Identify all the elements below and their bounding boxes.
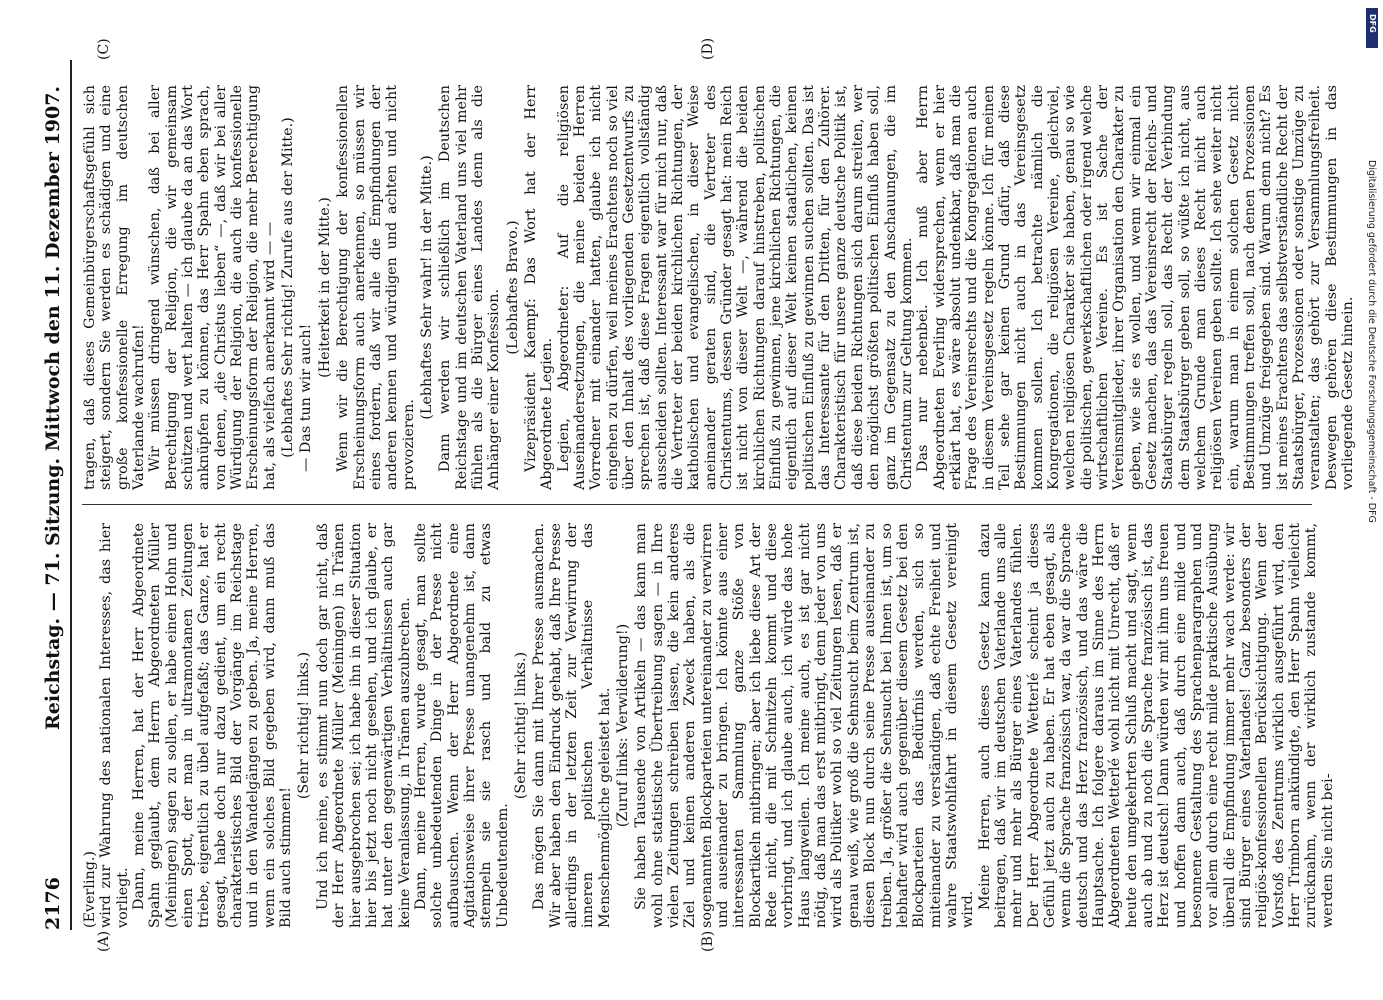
paragraph: Meine Herren, auch dieses Gesetz kann dazu beitragen, daß wir im deutschen Vaterlande uns alle mehr und mehr als Bürger eines Vaterlandes fühlen. Der Herr Abgeordnete Wetterlé scheint ja dieses Gefühl jetzt auch zu haben. Er hat eben gesagt, als wenn die Sprache französisch war, da war die Sprache deutsch und das Herz französisch, und das wäre die Hauptsache. Ich folgere daraus im Sinne des Herrn Abgeordneten Wetterlé wohl nicht mit Unrecht, daß er heute den umgekehrten Schluß macht und sagt, wenn auch ab und zu noch die Sprache französisch ist, das Herz ist deutsch! Dann würden wir mit ihm uns freuen und hoffen dann auch, daß durch eine milde und besonnene Gestaltung des Sprachenparagraphen und vor allem durch eine recht milde praktische Ausübung überall die Empfindung immer mehr wach werde: wir sind Bürger eines Vaterlandes! Ganz besonders der religiös-konfessionellen Berücksichtigung. Wenn der Vorstoß des Zentrums wirklich ausgeführt wird, den Herr Trimborn ankündigte, den Herr Spahn vielleicht zurücknahm, wenn der wirklich zustande kommt, werden Sie nicht bei- bbox=[976, 523, 1336, 928]
page-number: 2176 bbox=[42, 877, 64, 930]
interjection: (Lebhaftes Sehr wahr! in der Mitte.) bbox=[418, 155, 435, 420]
speaker-tag: (Everling.) bbox=[82, 850, 98, 928]
interjection: (Lebhaftes Bravo.) bbox=[504, 220, 521, 355]
session-title: Reichstag. — 71. Sitzung. Mittwoch den 11. Dezember 1907. bbox=[42, 85, 64, 730]
paragraph: Dann werden wir schließlich im Deutschen Reichstage und im deutschen Vaterland uns viel mehr fühlen als die Bürger eines Landes denn als die Anhänger einer Konfession. bbox=[437, 85, 503, 490]
interjection: (Heiterkeit in der Mitte.) bbox=[316, 197, 333, 378]
paragraph: Dann, meine Herren, hat der Herr Abgeordnete Spahn geglaubt, dem Herrn Abgeordneten Müller (Meiningen) sagen zu sollen, er habe einen Hohn und einen Spott, der man in ultramontanen Zeitungen triebe, eigentlich zu übel aufgefaßt; das Ganze, hat er gesagt, habe doch nur dazu gedient, um ein recht charakteristisches Bild der Vorgänge im Reichstage und in den Wandelgängen zu geben. Ja, meine Herren, wenn ein solches Bild gegeben wird, dann muß das Bild auch stimmen! bbox=[131, 523, 295, 928]
paragraph: tragen, daß dieses Gemeinbürgerschaftsgefühl sich steigert, sondern Sie werden es schädigen und eine große konfessionelle Erregung im deutschen Vaterlande wachrufen! bbox=[82, 85, 148, 490]
column-divider bbox=[82, 504, 1312, 505]
digitization-credit bbox=[1361, 160, 1379, 960]
paragraph: Dann, meine Herren, wurde gesagt, man sollte solche unbedeutenden Dinge in der Presse nicht aufbauschen. Wenn der Herr Abgeordnete eine Agitationsweise ihrer Presse unangenehm ist, dann stempeln sie sie rasch und bald zu etwas Unbedeutendem. bbox=[412, 523, 511, 928]
margin-marker-b: (B) bbox=[700, 930, 716, 952]
paragraph: Und ich meine, es stimmt nun doch gar nicht, daß der Herr Abgeordnete Müller (Meiningen) in Tränen hier ausgebrochen sei; ich habe ihn in dieser Situation hier bis jetzt noch nicht gesehen, und ich glaube, er hat unter den gegenwärtigen Verhältnissen auch gar keine Veranlassung, in Tränen auszubrechen. bbox=[314, 523, 413, 928]
dfg-logo: DFG bbox=[1366, 8, 1378, 48]
interjection: (Zuruf links: Verwilderung!) bbox=[615, 623, 631, 828]
interjection: (Sehr richtig! links.) bbox=[296, 651, 313, 800]
paragraph: Wenn wir die Berechtigung der konfessionellen Erscheinungsform auch anerkennen, so müssen wir eines fordern, daß wir alle die Empfindungen der anderen kennen und würdigen und achten und nicht provozieren. bbox=[335, 85, 417, 490]
paragraph: — Das tun wir auch! bbox=[298, 323, 315, 472]
page-header bbox=[30, 60, 72, 930]
margin-marker-d: (D) bbox=[700, 37, 716, 60]
margin-marker-c: (C) bbox=[96, 38, 112, 60]
paragraph: Wir müssen dringend wünschen, daß bei aller Berechtigung der Religion, die wir gemeinsam schützen und wert halten — ich glaube da an das Wort anknüpfen zu können, das Herr Spahn eben sprach, von denen, „die Christus lieben“ —, daß wir bei aller Würdigung der Religion, die auch die konfessionelle Erscheinungsform der Religion, die mehr Berechtigung hat, als vielfach anerkannt wird — — bbox=[147, 85, 278, 490]
paragraph: Sie haben Tausende von Artikeln — das kann man wohl ohne statistische Übertreibung sagen — in Ihre vielen Zeitungen schreiben lassen, die kein anderes Ziel und keinen anderen Zweck haben, als die sogenannten Blockparteien untereinander zu verwirren und auseinander zu bringen. Ich könnte aus einer interessanten Sammlung ganze Stöße von Blockartikeln mitbringen; aber ich liebe diese Art der Rede nicht, die mit Schnitzeln kommt und diese vorbringt, und ich glaube auch, ich würde das hohe Haus langweilen. Ich meine auch, es ist gar nicht nötig, daß man das erst mitbringt, denn jeder von uns wird als Politiker wohl so viel Zeitungen lesen, daß er genau weiß, wie groß die Sehnsucht beim Zentrum ist, diesen Block nun durch seine Presse auseinander zu treiben. Ja, größer die Sehnsucht bei Ihnen ist, um so lebhafter wird auch gegenüber diesem Gesetz bei den Blockparteien das Bedürfnis werden, sich so miteinander zu verständigen, daß echte Freiheit und wahre Staatswohlfahrt in diesem Gesetz vereinigt wird. bbox=[633, 523, 977, 928]
speaker-announcement: Vizepräsident Kaempf: Das Wort hat der Herr Abgeordnete Legien. bbox=[522, 85, 556, 490]
paragraph: Das nur nebenbei. Ich muß aber Herrn Abgeordneten Everling widersprechen, wenn er hier erklärt hat, es wäre absolut undenkbar, daß man die Frage des Vereinsrechts und die Kongregationen auch in diesem Vereinsgesetz regeln könne. Ich für meinen Teil sehe gar keinen Grund dafür, daß diese Bestimmungen nicht auch in das Vereinsgesetz kommen sollen. Ich betrachte nämlich die Kongregationen, die religiösen Vereine, gleichviel, welchen religiösen Charakter sie haben, genau so wie die politischen, gewerkschaftlichen oder irgend welche wirtschaftlichen Vereine. Es ist Sache der Vereinsmitglieder, ihrer Organisation den Charakter zu geben, wie sie es wollen, und wenn wir einmal ein Gesetz machen, das das Vereinsrecht der Reichs- und Staatsbürger regeln soll, das Recht der Verbindung dem Staatsbürger geben soll, so wüßte ich nicht, aus welchem Grunde man dieses Recht nicht auch religiösen Vereinen geben sollte. Ich sehe weiter nicht ein, warum man in einem solchen Gesetz nicht Bestimmungen treffen soll, nach denen Prozessionen und Umzüge freigegeben sind. Warum denn nicht? Es ist meines Erachtens das selbstverständliche Recht der Staatsbürger, Prozessionen oder sonstige Umzüge zu veranstalten; das gehört zur Versammlungsfreiheit. Deswegen gehören diese Bestimmungen in das vorliegende Gesetz hinein. bbox=[915, 85, 1357, 490]
digitization-credit-text: Digitalisierung gefördert durch die Deutsche Forschungsgemeinschaft - DFG bbox=[1366, 160, 1377, 523]
interjection: (Lebhaftes Sehr richtig! Zurufe aus der Mitte.) bbox=[280, 117, 297, 458]
right-text-column bbox=[82, 85, 1357, 490]
paragraph: Das mögen Sie dann mit Ihrer Presse ausmachen. Wir aber haben den Eindruck gehabt, daß Ihre Presse allerdings in der letzten Zeit zur Verwirrung der inneren politischen Verhältnisse das Menschenmögliche geleistet hat. bbox=[531, 523, 613, 928]
paragraph: wird zur Wahrung des nationalen Interesses, das hier vorliegt. bbox=[98, 523, 131, 928]
interjection: (Sehr richtig! links.) bbox=[512, 651, 529, 800]
margin-marker-a: (A) bbox=[96, 930, 112, 952]
left-text-column bbox=[82, 523, 1336, 928]
paragraph: Legien, Abgeordneter: Auf die religiösen Auseinandersetzungen, die meine beiden Herren Vorredner mit einander hatten, glaube ich nicht eingehen zu dürfen, weil meines Erachtens noch so viel über den Inhalt des vorliegenden Gesetzentwurfs zu sprechen ist, daß diese Fragen eigentlich vollständig ausscheiden sollten. Interessant war für mich nur, daß die Vertreter der beiden kirchlichen Richtungen, der katholischen und evangelischen, in dieser Weise aneinander geraten sind, die Vertreter des Christentums, dessen Gründer gesagt hat: mein Reich ist nicht von dieser Welt —, während die beiden kirchlichen Richtungen darauf hinstreben, politischen Einfluß zu gewinnen, jene kirchlichen Richtungen, die eigentlich auf dieser Welt keinen staatlichen, keinen politischen Einfluß zu gewinnen suchen sollten. Das ist das Interessante für den Dritten, für den Zuhörer. Charakteristisch für unsere ganze deutsche Politik ist, daß diese beiden Richtungen sich darum streiten, wer den möglichst größten politischen Einfluß haben soll, ganz im Gegensatz zu den Anschauungen, die im Christentum zur Geltung kommen. bbox=[555, 85, 915, 490]
